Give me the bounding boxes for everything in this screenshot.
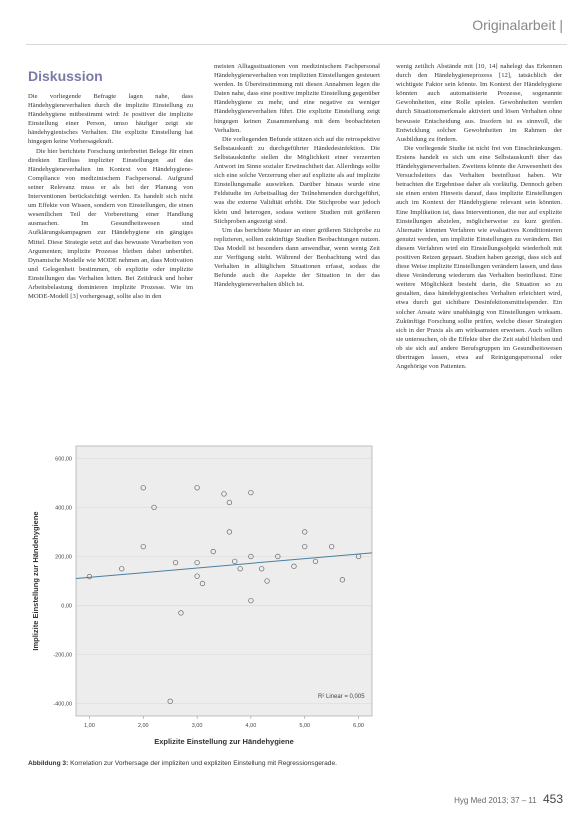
paragraph: Um das berichtete Muster an einer größeren Stichprobe zu replizieren, sollten zukünftige Studien Beobachtungen nutzen. Das Modell ist besonders dann anwendbar, wenn wenig Zeit zur Verfügung steht. Während der Beobachtung wird das Verhalten in alltäglichen Situationen erfasst, sodass die Befunde auch die Aspekte der Situation in der das Händehygieneverhalten üblich ist.: [214, 226, 380, 289]
paragraph: Die vorliegende Befragte lagen nahe, dass Händehygieneverhalten durch die implizite Einstellung zu Händehygiene mitbestimmt wird: Je positiver die implizite Einstellung einer Person, umso häufiger zeigt sie händehygienisches Verhalten. Die explizite Einstellung hat hingegen keine Vorhersagekraft.: [28, 93, 193, 146]
x-tick-label: 6,00: [353, 723, 364, 729]
x-tick-label: 5,00: [299, 723, 311, 729]
paragraph: Die vorliegenden Befunde stützen sich auf die retrospektive Selbstauskunft zu durchgeführter Händedesinfektion. Die Selbstauskünfte stellen die Möglichkeit einer verzerrten Antwort im Sinne sozialer Erwünschtheit dar. Allerdings sollte sich eine solche Verzerrung eher auf explizite als auf implizite Einstellungsmaße auswirken. Darüber hinaus wurde eine Feldstudie im Arbeitsalltag der Teilnehmenden durchgeführt, was die externe Validität erhöht. Die Stichprobe war jedoch klein und heterogen, sodass weitere Studien mit größeren Stichproben angezeigt sind.: [214, 135, 380, 225]
text-column-2: [214, 62, 380, 424]
caption-label: Abbildung 3:: [28, 760, 69, 767]
r2-label: R² Linear = 0,005: [318, 694, 365, 700]
header-divider: [26, 44, 567, 45]
text-column-1: [28, 92, 193, 422]
y-tick-label: 400,00: [55, 505, 72, 512]
y-tick-label: 0,00: [61, 603, 72, 610]
text-column-3: [396, 62, 562, 784]
scatter-chart: [28, 432, 382, 752]
plot-area: [76, 446, 372, 716]
paragraph: Die hier berichtete Forschung unterbreitet Belege für einen direkten Einfluss impliziter Einstellungen auf das Händehygieneverhalten im Kontext von Händehygiene-Compliance von medizinischem Fachpersonal. Aufgrund seiner Relevanz muss er als bei der Planung von Interventionen berücksichtigt werden. Es handelt sich nicht um Effekte von Wissen, sondern von Einstellungen, die einen wesentlichen Teil der Vorbereitung einer Handlung ausmachen. Im Gesundheitswesen sind Aufklärungskampagnen zur Händehygiene ein gängiges Mittel. Diese Strategie setzt auf das bewusste Verarbeiten von Argumenten; implizite Prozesse bleiben dabei unberührt. Dynamische Modelle wie MODE nehmen an, dass Motivation und Gelegenheit bestimmen, ob explizite oder implizite Einstellungen das Verhalten leiten. Bei Zeitdruck und hoher Arbeitsbelastung dominieren implizite Prozesse. Wie im MODE-Modell [3] vorhergesagt, sollte also in den: [28, 147, 193, 301]
y-tick-label: -400,00: [53, 701, 72, 708]
x-tick-label: 3,00: [191, 723, 203, 729]
figure-caption: [28, 759, 380, 768]
page-number: 453: [542, 792, 563, 806]
y-tick-label: -200,00: [53, 652, 72, 659]
scatter-figure: [28, 432, 382, 752]
section-title: Diskussion: [28, 68, 103, 84]
y-tick-label: 600,00: [55, 456, 72, 463]
journal-reference: Hyg Med 2013; 37 – 11: [454, 796, 537, 805]
paragraph: Die vorliegende Studie ist nicht frei von Einschränkungen. Erstens handelt es sich um eine Selbstauskunft über das Händehygieneverhalten. Zweitens könnte die Anwesenheit des Versuchsleiters das Verhalten beeinflusst haben. Wir betrachten die Ergebnisse daher als vorläufig. Dennoch geben sie einen ersten Hinweis darauf, dass implizite Einstellungen auch im Kontext der Händehygiene relevant sein könnten. Eine Implikation ist, dass Interventionen, die nur auf explizite Einstellungen abzielen, möglicherweise zu kurz greifen. Alternativ könnten Verfahren wie evaluatives Konditionieren genutzt werden, um implizite Einstellungen zu verändern. Bei diesem Verfahren wird ein Einstellungsobjekt wiederholt mit positiven Reizen gepaart. Studien haben gezeigt, dass sich auf diese Weise implizite Einstellungen verändern lassen, und dass diese Veränderung wiederum das Verhalten beeinflusst. Eine weitere Möglichkeit besteht darin, die Situation so zu gestalten, dass händehygienisches Verhalten erleichtert wird, etwa durch gut sichtbare Desinfektionsmittelspender. Ein solcher Ansatz wäre unabhängig von Einstellungen wirksam. Zukünftige Forschung sollte prüfen, welche dieser Strategien sich in der Praxis als am wirksamsten erweisen. Auch sollten sie untersuchen, ob die Effekte über die Zeit stabil bleiben und ob sie sich auf andere Berufsgruppen im Gesundheitswesen übertragen lassen, etwa auf Reinigungspersonal oder Angehörige von Patienten.: [396, 144, 562, 371]
x-tick-label: 1,00: [84, 723, 95, 729]
page-footer: [454, 792, 563, 806]
header-label: Originalarbeit |: [472, 17, 563, 33]
y-tick-label: 200,00: [55, 554, 72, 561]
x-axis-label: Explizite Einstellung zur Händehygiene: [154, 737, 294, 746]
paragraph: meisten Alltagssituationen von medizinischem Fachpersonal Händehygieneverhalten von impliziten Einstellungen gesteuert werden. In Übereinstimmung mit diesen Annahmen legen die Daten nahe, dass eine positive implizite Einstellung gegenüber Händehygiene zu mehr, und eine negative zu weniger Händehygieneverhalten führt. Die explizite Einstellung zeigt hingegen keinen Zusammenhang mit dem beobachteten Verhalten.: [214, 63, 380, 134]
y-axis-label: Implizite Einstellung zur Händehygiene: [31, 511, 40, 651]
paragraph: wenig zeitlich Abstände mit [10, 14] nahelegt das Erkennen durch den Händehygieneprozess [12], tatsächlich der wichtigste Faktor sein könnte. Im Kontext der Händehygiene könnten auch automatisierte Prozesse, sogenannte Gewohnheiten, eine Rolle spielen. Gewohnheiten werden durch Situationsmerkmale aktiviert und lösen Verhalten ohne bewusste Entscheidung aus. Insofern ist es sinnvoll, die Entwicklung solcher Gewohnheiten im Rahmen der Ausbildung zu fördern.: [396, 63, 562, 143]
x-tick-label: 2,00: [137, 723, 149, 729]
caption-text: Korrelation zur Vorhersage der impliziten und expliziten Einstellung mit Regressionsgerade.: [70, 760, 337, 767]
x-tick-label: 4,00: [245, 723, 257, 729]
